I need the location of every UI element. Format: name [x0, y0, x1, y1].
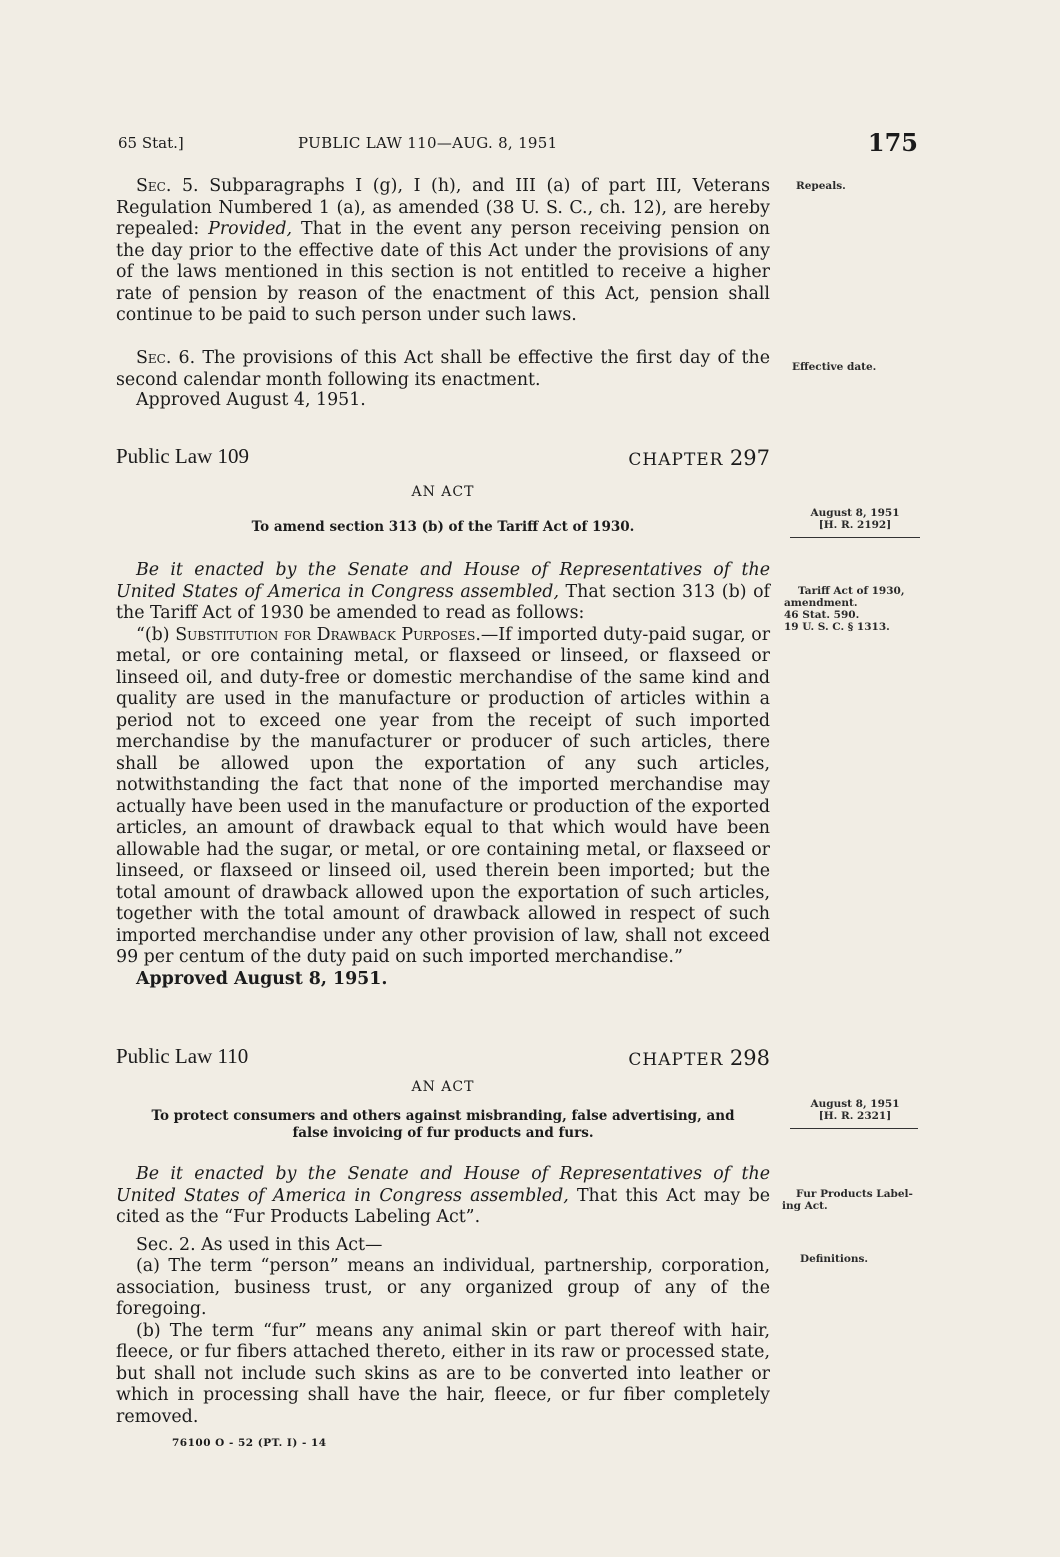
law-110-enacting-clause: Be it enacted by the Senate and House of Representatives of the United States of America in Congress assembled, [116, 1164, 770, 1206]
law-109-title: To amend section 313 (b) of the Tariff Act of 1930. [251, 519, 635, 535]
chapter-298: CHAPTER 298 [628, 1046, 770, 1070]
section-5-text-b: That in the event any person receiving pension on the day prior to the effective date of this Act under the provisions of any of the laws mentioned in this section is not entitled to receive a higher rate of pension by reason of the enactment of this Act, pension shall continue to be paid to such person under such laws. [116, 219, 770, 325]
law-109-body: Be it enacted by the Senate and House of Representatives of the United States of America in Congress assembled, That section 313 (b) of the Tariff Act of 1930 be amended to read as follows: “(b) Substitution for Drawback Purposes.—If imported duty-paid sugar, or metal, or ore containing metal, or flaxseed or linseed, or flaxseed or linseed oil, and duty-free or domestic merchandise of the same kind and quality are used in the manufacture or production of articles within a period not to exceed one year from the receipt of such imported merchandise by the manufacturer or producer of such articles, there shall be allowed upon the exportation of any such articles, notwithstanding the fact that none of the imported merchandise may actually have been used in the manufacture or production of the exported articles, an amount of drawback equal to that which would have been allowable had the sugar, or metal, or ore containing metal, or flaxseed or linseed, or flaxseed or linseed oil, used therein been imported; but the total amount of drawback allowed upon the exportation of such articles, together with the total amount of drawback allowed in respect of such imported merchandise under any other provision of law, shall not exceed 99 per centum of the duty paid on such imported merchandise.” Approved August 8, 1951. [116, 560, 771, 989]
law-110-body [116, 1164, 770, 1428]
law-110-an-act: AN ACT [411, 1079, 475, 1095]
law-110-enacting-rest: That this Act may be cited as the “Fur Products Labeling Act”. [116, 1185, 770, 1227]
margin-rule [790, 537, 920, 538]
section-6 [116, 348, 770, 391]
section-5 [116, 176, 770, 327]
section-5-label: Sec. 5. [136, 176, 199, 196]
section-2: Sec. 2. As used in this Act— [136, 1234, 383, 1255]
header-title: PUBLIC LAW 110—AUG. 8, 1951 [298, 134, 558, 152]
margin-note-effective-date: Effective date. [792, 361, 877, 373]
section-5-text-a: Subparagraphs I (g), I (h), and III (a) of part III, Veterans Regulation Numbered 1 (a), as amended (38 U. S. C., ch. 12), are hereby repealed: [116, 176, 770, 239]
approved-august-4: Approved August 4, 1951. [136, 390, 366, 410]
provided-word: Provided, [208, 219, 293, 239]
law-109-heading [116, 444, 770, 472]
margin-note-tariff: Tariff Act of 1930, amendment. 46 Stat. 590. 19 U. S. C. § 1313. [784, 585, 905, 633]
section-6-text: The provisions of this Act shall be effective the first day of the second calendar month following its enactment. [116, 348, 770, 390]
law-110-heading [116, 1044, 770, 1072]
subsection-b-text: —If imported duty-paid sugar, or metal, or ore containing metal, or flaxseed or linseed, or flaxseed or linseed oil, and duty-free or domestic merchandise of the same kind and quality are used in the manufacture or production of articles within a period not to exceed one year from the receipt of such imported merchandise by the manufacturer or producer of such articles, there shall be allowed upon the exportation of any such articles, notwithstanding the fact that none of the imported merchandise may actually have been used in the manufacture or production of the exported articles, an amount of drawback equal to that which would have been allowable had the sugar, or metal, or ore containing metal, or flaxseed or linseed, or flaxseed or linseed oil, used therein been imported; but the total amount of drawback allowed upon the exportation of such articles, together with the total amount of drawback allowed in respect of such imported merchandise under any other provision of law, shall not exceed 99 per centum of the duty paid on such imported merchandise.” [116, 624, 771, 967]
substitution-heading: Substitution for Drawback Purposes. [175, 624, 481, 645]
margin-note-repeals: Repeals. [796, 180, 846, 192]
volume-reference: 65 Stat.] [118, 134, 184, 152]
law-109-label: Public Law 109 [116, 444, 249, 468]
margin-note-date-298: August 8, 1951 [H. R. 2321] [810, 1098, 900, 1122]
law-110-label: Public Law 110 [116, 1044, 249, 1068]
margin-note-date-297: August 8, 1951 [H. R. 2192] [810, 507, 900, 531]
chapter-297: CHAPTER 297 [628, 446, 770, 470]
law-109-enacting-clause: Be it enacted by the Senate and House of Representatives of the United States of America in Congress assembled, [116, 560, 770, 602]
margin-note-definitions: Definitions. [800, 1253, 869, 1265]
print-code-footer: 76100 O - 52 (PT. I) - 14 [172, 1437, 327, 1449]
law-109-an-act: AN ACT [411, 484, 475, 500]
section-6-label: Sec. 6. [136, 348, 196, 368]
margin-rule [790, 1128, 918, 1129]
law-109-enacting-rest: That section 313 (b) of the Tariff Act of 1930 be amended to read as follows: [116, 581, 770, 623]
law-110-title: To protect consumers and others against misbranding, false advertising, and false invoicing of fur products and furs. [151, 1108, 735, 1141]
definition-b: (b) The term “fur” means any animal skin or part thereof with hair, fleece, or fur fibers attached thereto, either in its raw or processed state, but shall not include such skins as are to be converted into leather or which in processing shall have the hair, fleece, or fur fiber completely removed. [116, 1320, 770, 1427]
page-number: 175 [867, 128, 918, 157]
approved-august-8: Approved August 8, 1951. [136, 968, 388, 989]
definition-a: (a) The term “person” means an individual, partnership, corporation, association, business trust, or any organized group of any of the foregoing. [116, 1256, 770, 1319]
margin-note-fur-products: Fur Products Label- ing Act. [782, 1188, 913, 1212]
running-header [118, 128, 918, 160]
